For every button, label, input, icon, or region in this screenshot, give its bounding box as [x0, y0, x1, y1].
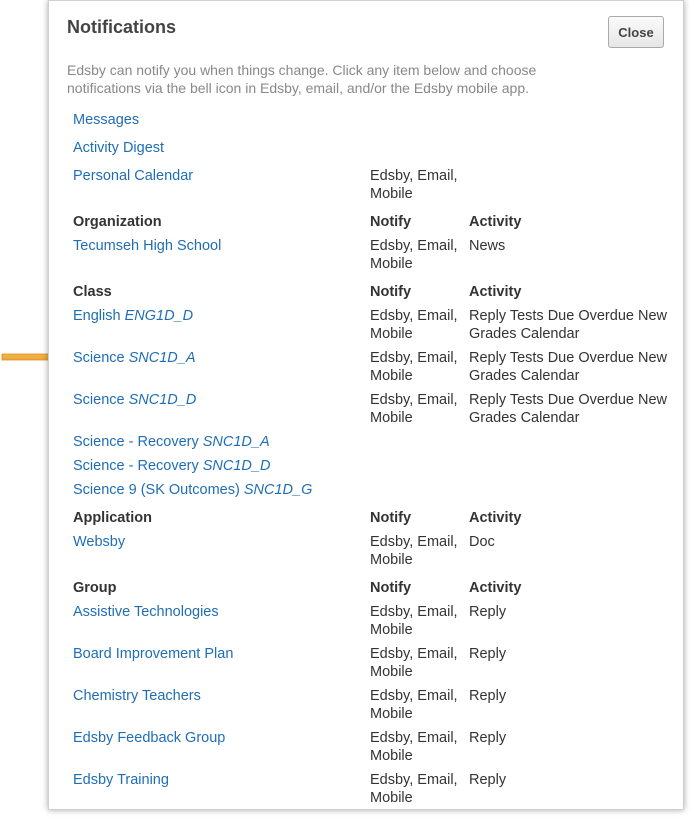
- notify-channels: Edsby, Email, Mobile: [370, 730, 458, 764]
- item-link-personal-calendar[interactable]: Personal Calendar: [73, 168, 194, 184]
- notify-header: Notify: [370, 214, 412, 230]
- activity-types: Reply: [469, 772, 507, 788]
- section-heading: Application: [73, 510, 152, 526]
- activity-types: News: [469, 238, 506, 254]
- item-link-board-improvement-plan[interactable]: Board Improvement Plan: [73, 646, 234, 662]
- dialog-title: Notifications: [67, 17, 177, 37]
- item-name: Science - Recovery: [73, 434, 199, 450]
- notify-header: Notify: [370, 580, 412, 596]
- section-header-application: [73, 507, 673, 531]
- item-name: Science: [73, 350, 125, 366]
- item-name: English: [73, 308, 121, 324]
- activity-types: Reply: [469, 688, 507, 704]
- list-item: [73, 685, 673, 727]
- list-item: [73, 727, 673, 769]
- item-link-science-a[interactable]: [73, 350, 196, 366]
- activity-header: Activity: [469, 284, 522, 300]
- notify-channels: Edsby, Email, Mobile: [370, 604, 458, 638]
- dialog-description: Edsby can notify you when things change. Click any item below and choose notifications via the bell icon in Edsby, email, and/or the Edsby mobile app.: [67, 62, 537, 96]
- activity-types: Reply Tests Due Overdue New Grades Calendar: [469, 350, 667, 384]
- section-heading: Class: [73, 284, 112, 300]
- notifications-dialog: [48, 0, 684, 810]
- list-item: [73, 531, 673, 577]
- activity-types: Reply: [469, 730, 507, 746]
- activity-header: Activity: [469, 580, 522, 596]
- item-code: SNC1D_D: [202, 458, 271, 474]
- item-link-science-9[interactable]: [73, 482, 312, 498]
- list-item: [73, 455, 673, 479]
- list-item: [73, 769, 673, 811]
- item-name: Science 9 (SK Outcomes): [73, 482, 240, 498]
- item-link-tecumseh[interactable]: Tecumseh High School: [73, 238, 222, 254]
- activity-header: Activity: [469, 214, 522, 230]
- notify-channels: Edsby, Email, Mobile: [370, 646, 458, 680]
- item-name: Science - Recovery: [73, 458, 199, 474]
- list-item: [73, 431, 673, 455]
- section-heading: Group: [73, 580, 117, 596]
- item-link-english[interactable]: [73, 308, 193, 324]
- item-link-chemistry-teachers[interactable]: Chemistry Teachers: [73, 688, 201, 704]
- item-link-edsby-training[interactable]: Edsby Training: [73, 772, 169, 788]
- list-item: [73, 389, 673, 431]
- item-link-science-recovery-d[interactable]: [73, 458, 270, 474]
- notify-header: Notify: [370, 510, 412, 526]
- notify-header: Notify: [370, 284, 412, 300]
- list-item: [73, 109, 673, 137]
- list-item: [73, 137, 673, 165]
- item-link-activity-digest[interactable]: Activity Digest: [73, 140, 165, 156]
- notify-channels: Edsby, Email, Mobile: [370, 534, 458, 568]
- activity-header: Activity: [469, 510, 522, 526]
- list-item: [73, 479, 673, 507]
- activity-types: Reply: [469, 646, 507, 662]
- list-item: [73, 347, 673, 389]
- item-code: ENG1D_D: [124, 308, 194, 324]
- item-link-messages[interactable]: Messages: [73, 112, 140, 128]
- item-link-science-d[interactable]: [73, 392, 196, 408]
- section-header-organization: [73, 211, 673, 235]
- activity-types: Reply Tests Due Overdue New Grades Calendar: [469, 308, 667, 342]
- list-item: [73, 165, 673, 211]
- item-link-assistive-technologies[interactable]: Assistive Technologies: [73, 604, 219, 620]
- section-header-class: [73, 281, 673, 305]
- list-item: [73, 643, 673, 685]
- notify-channels: Edsby, Email, Mobile: [370, 772, 458, 806]
- notify-channels: Edsby, Email, Mobile: [370, 308, 458, 342]
- item-code: SNC1D_D: [128, 392, 197, 408]
- list-item: [73, 601, 673, 643]
- item-name: Science: [73, 392, 125, 408]
- item-link-science-recovery-a[interactable]: [73, 434, 270, 450]
- notify-channels: Edsby, Email, Mobile: [370, 350, 458, 384]
- close-button[interactable]: Close: [608, 16, 664, 48]
- item-code: SNC1D_A: [202, 434, 270, 450]
- activity-types: Reply: [469, 604, 507, 620]
- item-link-edsby-feedback-group[interactable]: Edsby Feedback Group: [73, 730, 226, 746]
- notify-channels: Edsby, Email, Mobile: [370, 168, 458, 202]
- activity-types: Reply Tests Due Overdue New Grades Calendar: [469, 392, 667, 426]
- section-header-group: [73, 577, 673, 601]
- section-heading: Organization: [73, 214, 162, 230]
- list-item: [73, 305, 673, 347]
- item-code: SNC1D_A: [128, 350, 196, 366]
- item-code: SNC1D_G: [243, 482, 313, 498]
- list-item: [73, 235, 673, 281]
- notify-channels: Edsby, Email, Mobile: [370, 392, 458, 426]
- activity-types: Doc: [469, 534, 495, 550]
- notify-channels: Edsby, Email, Mobile: [370, 688, 458, 722]
- notify-channels: Edsby, Email, Mobile: [370, 238, 458, 272]
- item-link-websby[interactable]: Websby: [73, 534, 126, 550]
- notification-list: [73, 109, 673, 811]
